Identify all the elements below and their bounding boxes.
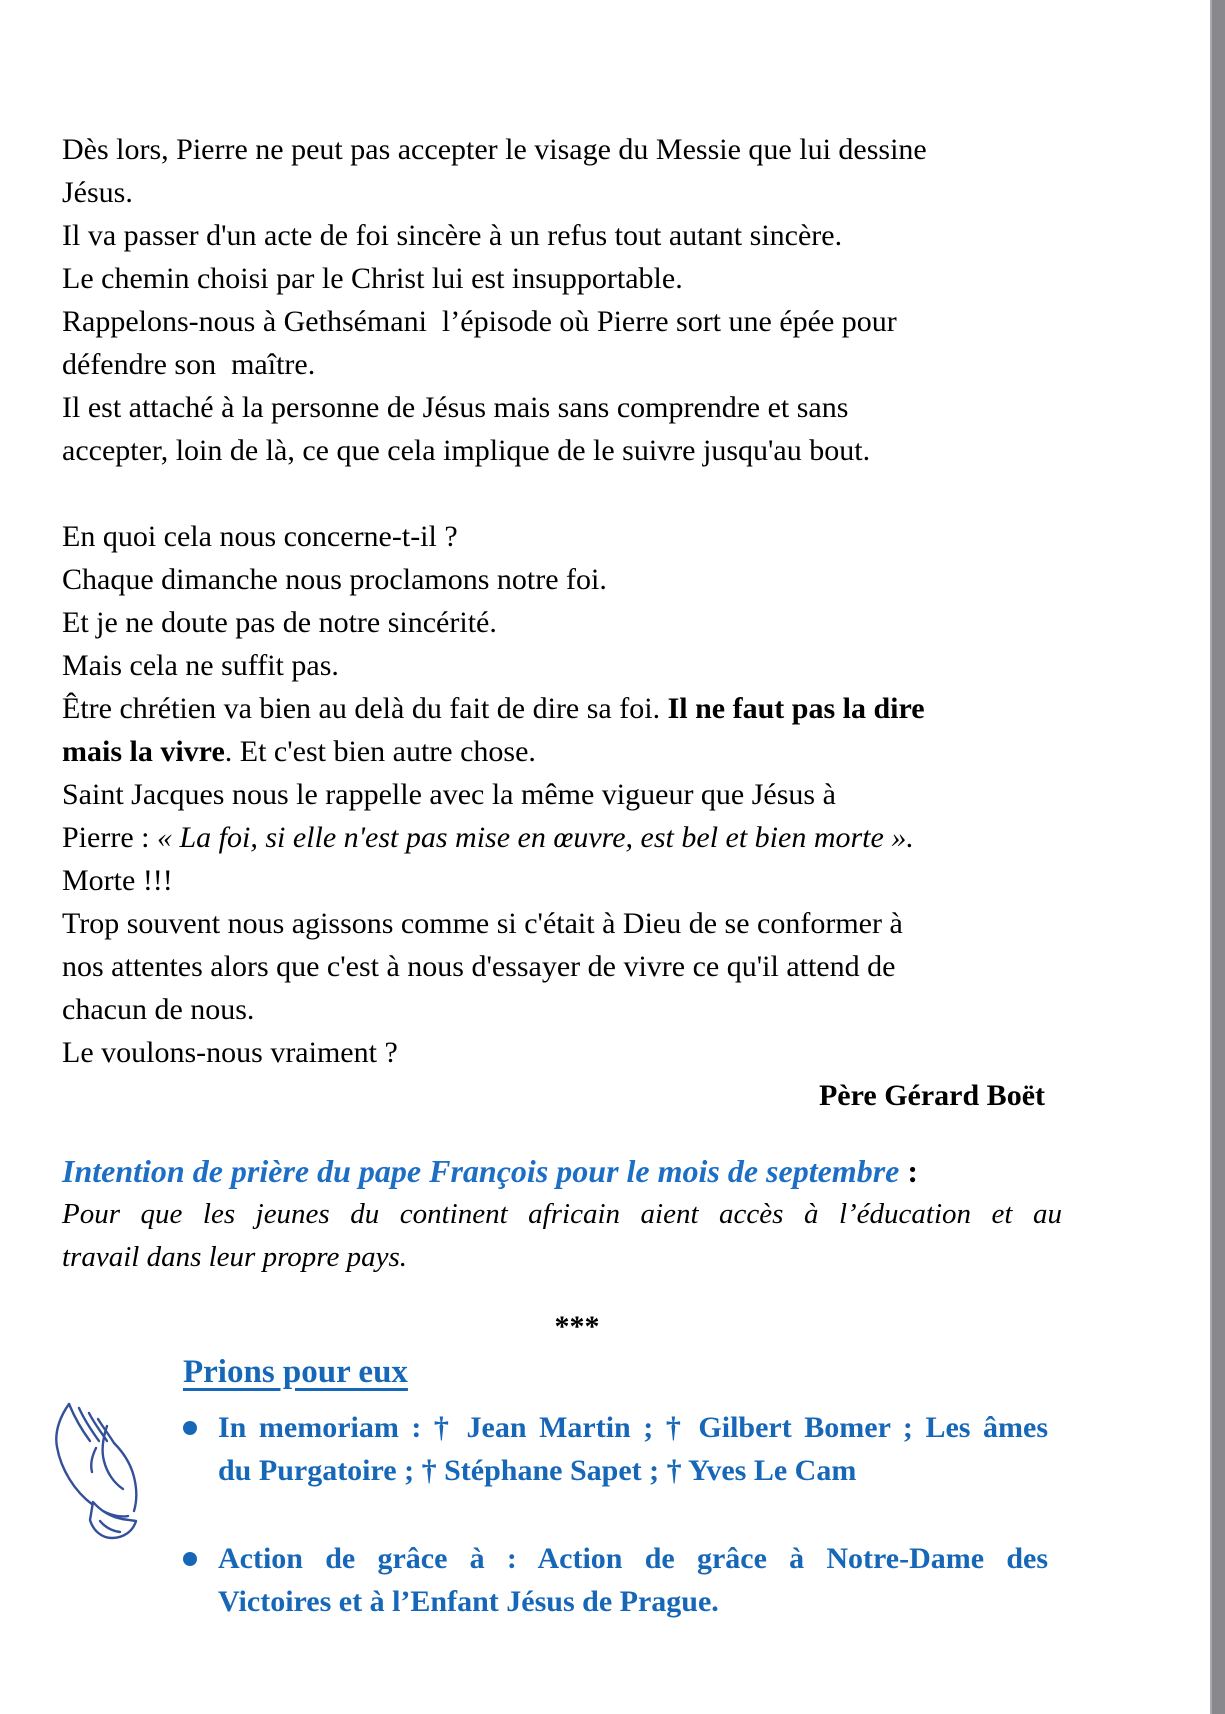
body-text-run: Être chrétien va bien au delà du fait de dire sa foi. (62, 692, 668, 725)
body-text-run: Pierre : (62, 821, 157, 854)
bullet-line: Action de grâce à : Action de grâce à Notre-Dame des (218, 1542, 1048, 1575)
pope-intention-section (62, 1150, 1062, 1279)
intention-body-line: travail dans leur propre pays. (62, 1241, 408, 1273)
bullet-text (218, 1537, 1048, 1623)
bullet-line: In memoriam : † Jean Martin ; † Gilbert Bomer ; Les âmes (218, 1411, 1048, 1444)
intention-heading (62, 1150, 1062, 1193)
section-separator: *** (554, 1310, 600, 1343)
right-scrollbar-track[interactable] (1210, 0, 1225, 1714)
bullet-icon (183, 1421, 197, 1435)
intention-body-line: Pour que les jeunes du continent africain aient accès à l’éducation et au (62, 1198, 1062, 1230)
bold-text-run: mais la vivre (62, 735, 225, 768)
body-line: Morte !!! (62, 864, 173, 897)
bullet-line: Victoires et à l’Enfant Jésus de Prague. (218, 1585, 719, 1618)
body-line (62, 730, 1062, 773)
italic-quote-run: « La foi, si elle n'est pas mise en œuvre, est bel et bien morte ». (156, 821, 914, 854)
body-line (62, 687, 1062, 730)
prayer-bullet-in-memoriam (183, 1406, 1051, 1492)
author-signature: Père Gérard Boët (818, 1079, 1045, 1112)
body-line: Rappelons-nous à Gethsémani l’épisode où Pierre sort une épée pour (62, 305, 897, 338)
body-line: Le chemin choisi par le Christ lui est insupportable. (62, 262, 683, 295)
blank-line (62, 472, 1062, 515)
bullet-text (218, 1406, 1048, 1492)
body-line: accepter, loin de là, ce que cela implique de le suivre jusqu'au bout. (62, 434, 871, 467)
body-line: Et je ne doute pas de notre sincérité. (62, 606, 497, 639)
intention-heading-text: Intention de prière du pape François pour le mois de septembre (62, 1153, 900, 1189)
article-body (62, 128, 1062, 1117)
body-text-run: . Et c'est bien autre chose. (224, 735, 536, 768)
body-line: défendre son maître. (62, 348, 316, 381)
body-line: Il est attaché à la personne de Jésus mais sans comprendre et sans (62, 391, 849, 424)
body-line: Chaque dimanche nous proclamons notre foi. (62, 563, 607, 596)
body-line: Il va passer d'un acte de foi sincère à un refus tout autant sincère. (62, 219, 843, 252)
body-line: Mais cela ne suffit pas. (62, 649, 339, 682)
body-line: chacun de nous. (62, 993, 255, 1026)
body-line (62, 816, 1062, 859)
praying-hands-icon (40, 1398, 160, 1546)
body-line: Dès lors, Pierre ne peut pas accepter le visage du Messie que lui dessine (62, 133, 927, 166)
body-line: Jésus. (62, 176, 133, 209)
prayer-bullet-action-de-grace (183, 1537, 1051, 1623)
intention-heading-colon: : (899, 1153, 918, 1189)
bullet-icon (183, 1552, 197, 1566)
body-line: Le voulons-nous vraiment ? (62, 1036, 398, 1069)
body-line: Saint Jacques nous le rappelle avec la même vigueur que Jésus à (62, 778, 836, 811)
body-line: En quoi cela nous concerne-t-il ? (62, 520, 458, 553)
bold-text-run: Il ne faut pas la dire (667, 692, 925, 725)
body-line: nos attentes alors que c'est à nous d'essayer de vivre ce qu'il attend de (62, 950, 896, 983)
body-line: Trop souvent nous agissons comme si c'était à Dieu de se conformer à (62, 907, 903, 940)
prayer-section-title: Prions pour eux (183, 1354, 408, 1390)
bullet-line: du Purgatoire ; † Stéphane Sapet ; † Yves Le Cam (218, 1454, 857, 1487)
